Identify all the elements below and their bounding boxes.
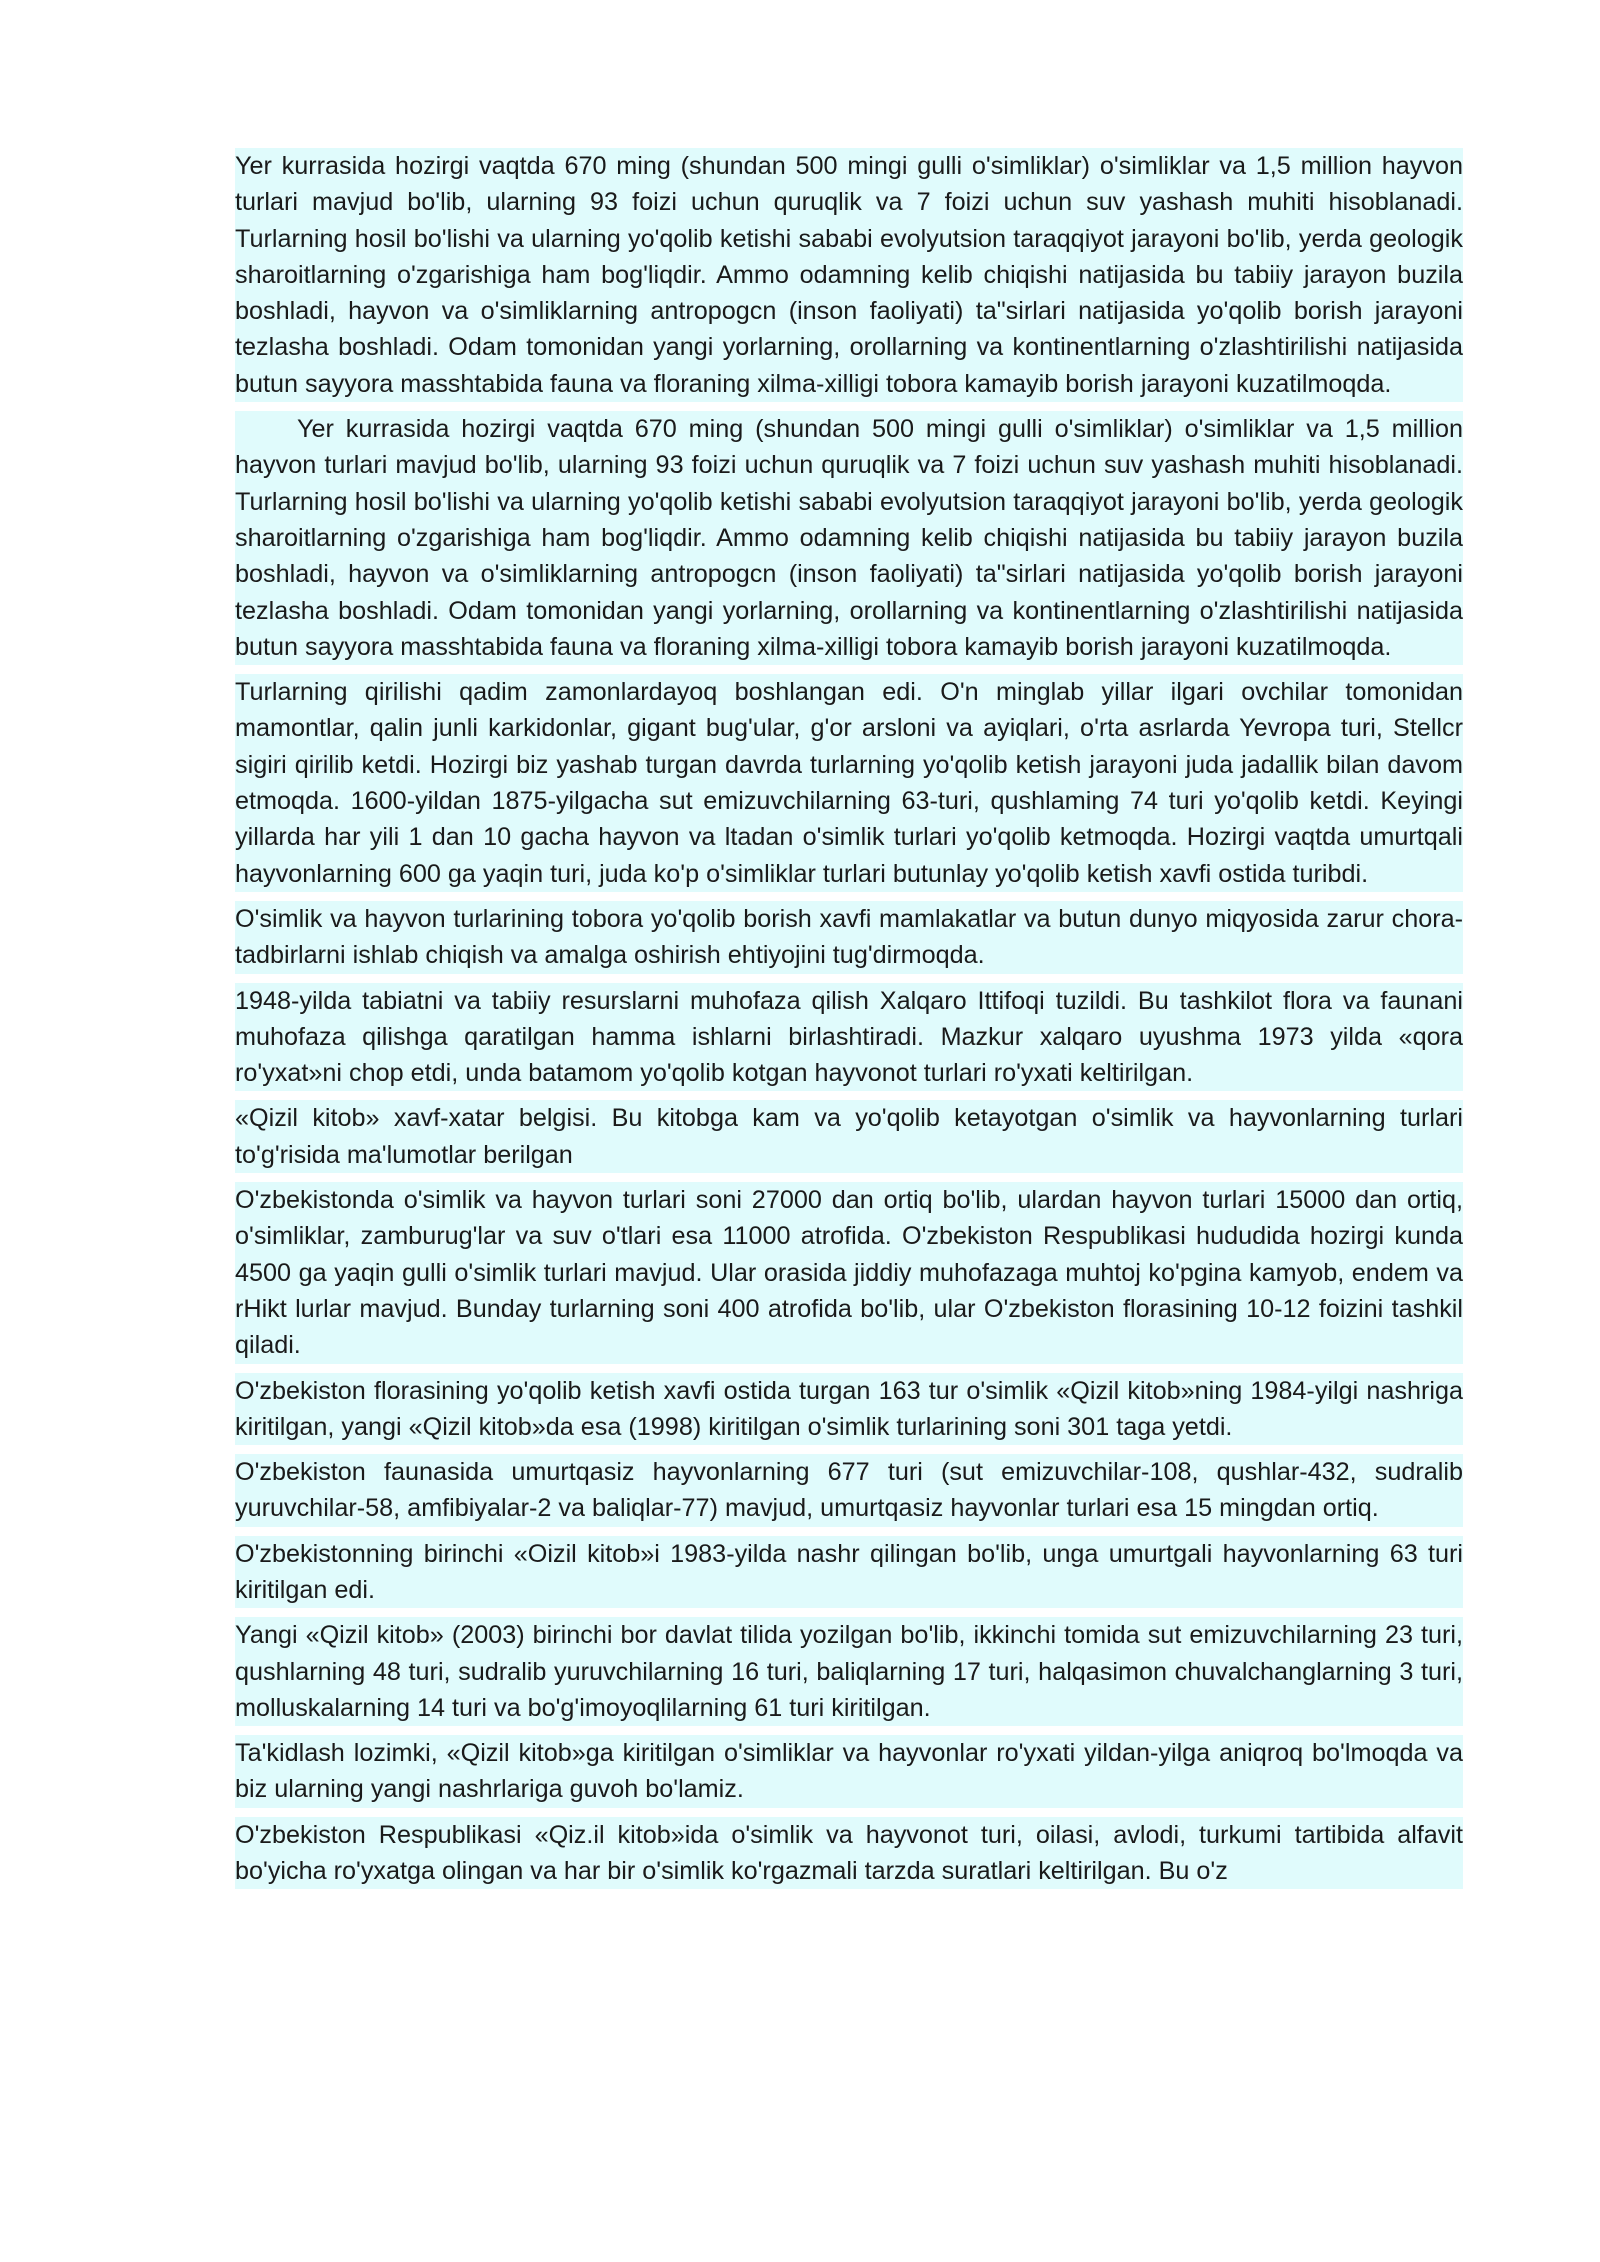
paragraph-11: Yangi «Qizil kitob» (2003) birinchi bor davlat tilida yozilgan bo'lib, ikkinchi tomida sut emizuvchilarning 23 turi, qushlarning 48 turi, sudralib yuruvchilarning 16 turi, baliqlarning 17 turi, halqasimon chuvalchanglarning 3 turi, molluskalarning 14 turi va bo'g'imoyoqlilarning 61 turi kiritilgan.	[235, 1617, 1463, 1726]
paragraph-9: O'zbekiston faunasida umurtqasiz hayvonlarning 677 turi (sut emizuvchilar-108, qushlar-432, sudralib yuruvchilar-58, amfibiyalar-2 va baliqlar-77) mavjud, umurtqasiz hayvonlar turlari esa 15 mingdan ortiq.	[235, 1454, 1463, 1527]
document-page	[235, 148, 1463, 1898]
paragraph-7: O'zbekistonda o'simlik va hayvon turlari soni 27000 dan ortiq bo'lib, ulardan hayvon turlari 15000 dan ortiq, o'simliklar, zamburug'lar va suv o'tlari esa 11000 atrofida. O'zbekiston Respublikasi hududida hozirgi kunda 4500 ga yaqin gulli o'simlik turlari mavjud. Ular orasida jiddiy muhofazaga muhtoj ko'pgina kamyob, endem va rHikt lurlar mavjud. Bunday turlarning soni 400 atrofida bo'lib, ular O'zbekiston florasining 10-12 foizini tashkil qiladi.	[235, 1182, 1463, 1363]
paragraph-4: O'simlik va hayvon turlarining tobora yo'qolib borish xavfi mamlakatlar va butun dunyo miqyosida zarur chora-tadbirlarni ishlab chiqish va amalga oshirish ehtiyojini tug'dirmoqda.	[235, 901, 1463, 974]
paragraph-10: O'zbekistonning birinchi «Oizil kitob»i 1983-yilda nashr qilingan bo'lib, unga umurtgali hayvonlarning 63 turi kiritilgan edi.	[235, 1536, 1463, 1609]
paragraph-2: Yer kurrasida hozirgi vaqtda 670 ming (shundan 500 mingi gulli o'simliklar) o'simliklar va 1,5 million hayvon turlari mavjud bo'lib, ularning 93 foizi uchun quruqlik va 7 foizi uchun suv yashash muhiti hisoblanadi. Turlarning hosil bo'lishi va ularning yo'qolib ketishi sababi evolyutsion taraqqiyot jarayoni bo'lib, yerda geologik sharoitlarning o'zgarishiga ham bog'liqdir. Ammo odamning kelib chiqishi natijasida bu tabiiy jarayon buzila boshladi, hayvon va o'simliklarning antropogcn (inson faoliyati) ta"sirlari natijasida yo'qolib borish jarayoni tezlasha boshladi. Odam tomonidan yangi yorlarning, orollarning va kontinentlarning o'zlashtirilishi natijasida butun sayyora masshtabida fauna va floraning xilma-xilligi tobora kamayib borish jarayoni kuzatilmoqda.	[235, 411, 1463, 665]
paragraph-12: Ta'kidlash lozimki, «Qizil kitob»ga kiritilgan o'simliklar va hayvonlar ro'yxati yildan-yilga aniqroq bo'lmoqda va biz ularning yangi nashrlariga guvoh bo'lamiz.	[235, 1735, 1463, 1808]
paragraph-13: O'zbekiston Respublikasi «Qiz.il kitob»ida o'simlik va hayvonot turi, oilasi, avlodi, turkumi tartibida alfavit bo'yicha ro'yxatga olingan va har bir o'simlik ko'rgazmali tarzda suratlari keltirilgan. Bu o'z	[235, 1817, 1463, 1890]
paragraph-5: 1948-yilda tabiatni va tabiiy resurslarni muhofaza qilish Xalqaro Ittifoqi tuzildi. Bu tashkilot flora va faunani muhofaza qilishga qaratilgan hamma ishlarni birlashtiradi. Mazkur xalqaro uyushma 1973 yilda «qora ro'yxat»ni chop etdi, unda batamom yo'qolib kotgan hayvonot turlari ro'yxati keltirilgan.	[235, 983, 1463, 1092]
paragraph-1: Yer kurrasida hozirgi vaqtda 670 ming (shundan 500 mingi gulli o'simliklar) o'simliklar va 1,5 million hayvon turlari mavjud bo'lib, ularning 93 foizi uchun quruqlik va 7 foizi uchun suv yashash muhiti hisoblanadi. Turlarning hosil bo'lishi va ularning yo'qolib ketishi sababi evolyutsion taraqqiyot jarayoni bo'lib, yerda geologik sharoitlarning o'zgarishiga ham bog'liqdir. Ammo odamning kelib chiqishi natijasida bu tabiiy jarayon buzila boshladi, hayvon va o'simliklarning antropogcn (inson faoliyati) ta"sirlari natijasida yo'qolib borish jarayoni tezlasha boshladi. Odam tomonidan yangi yorlarning, orollarning va kontinentlarning o'zlashtirilishi natijasida butun sayyora masshtabida fauna va floraning xilma-xilligi tobora kamayib borish jarayoni kuzatilmoqda.	[235, 148, 1463, 402]
paragraph-3: Turlarning qirilishi qadim zamonlardayoq boshlangan edi. O'n minglab yillar ilgari ovchilar tomonidan mamontlar, qalin junli karkidonlar, gigant bug'ular, g'or arsloni va ayiqlari, o'rta asrlarda Yevropa turi, Stellcr sigiri qirilib ketdi. Hozirgi biz yashab turgan davrda turlarning yo'qolib ketish jarayoni juda jadallik bilan davom etmoqda. 1600-yildan 1875-yilgacha sut emizuvchilarning 63-turi, qushlaming 74 turi yo'qolib ketdi. Keyingi yillarda har yili 1 dan 10 gacha hayvon va ltadan o'simlik turlari yo'qolib ketmoqda. Hozirgi vaqtda umurtqali hayvonlarning 600 ga yaqin turi, juda ko'p o'simliklar turlari butunlay yo'qolib ketish xavfi ostida turibdi.	[235, 674, 1463, 892]
paragraph-8: O'zbekiston florasining yo'qolib ketish xavfi ostida turgan 163 tur o'simlik «Qizil kitob»ning 1984-yilgi nashriga kiritilgan, yangi «Qizil kitob»da esa (1998) kiritilgan o'simlik turlarining soni 301 taga yetdi.	[235, 1373, 1463, 1446]
paragraph-6: «Qizil kitob» xavf-xatar belgisi. Bu kitobga kam va yo'qolib ketayotgan o'simlik va hayvonlarning turlari to'g'risida ma'lumotlar berilgan	[235, 1100, 1463, 1173]
